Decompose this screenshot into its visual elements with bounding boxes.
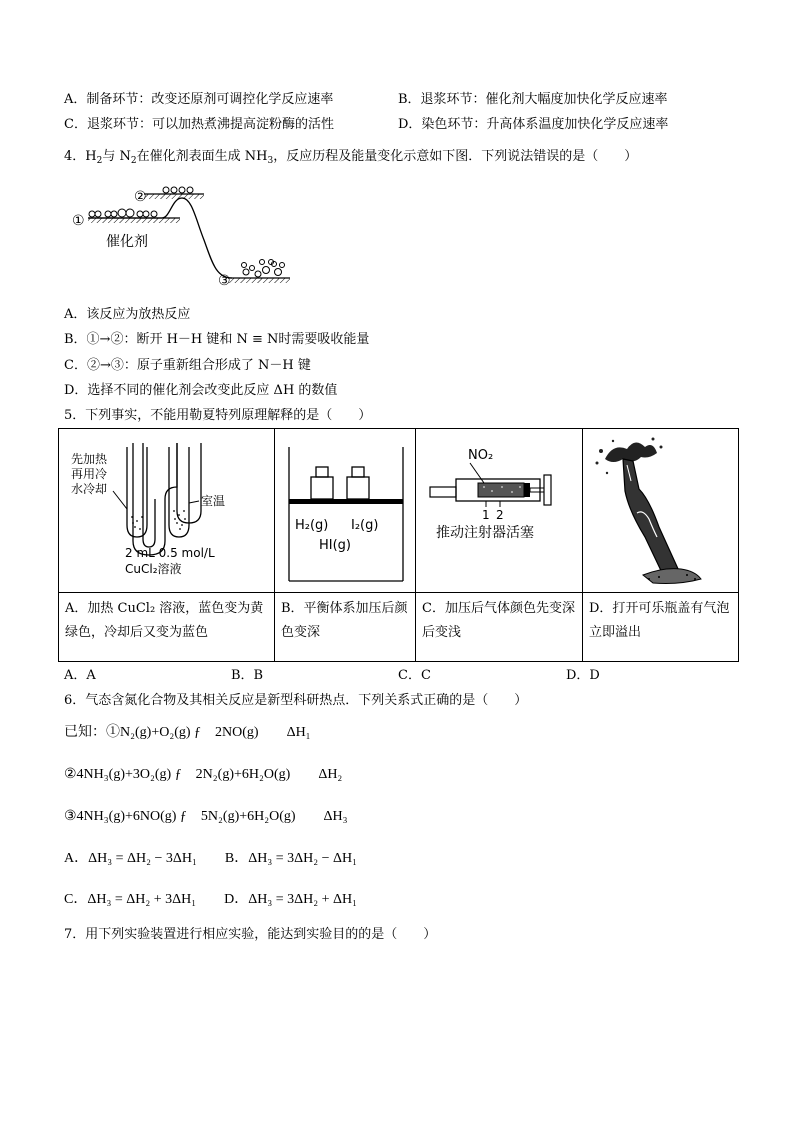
surface-3 (228, 278, 290, 283)
weight-left (311, 477, 333, 499)
q5-answer-a: A．A (64, 668, 96, 683)
caption-a: A．加热 CuCl₂ 溶液，蓝色变为黄绿色，冷却后又变为蓝色 (65, 601, 264, 640)
caption-c: C．加压后气体颜色先变深后变浅 (422, 601, 575, 640)
surface-1 (88, 218, 180, 223)
q6-options-cd: C．ΔH₃ = ΔH₂ + 3ΔH₁ D．ΔH₃ = 3ΔH₂ + ΔH₁ (64, 892, 357, 907)
label-cucl2: CuCl₂溶液 (125, 562, 182, 576)
q3-option-c: C．退浆环节：可以加热煮沸提高淀粉酶的活性 (64, 117, 334, 132)
step-1-label: ① (72, 213, 85, 229)
bottle-body (623, 459, 679, 579)
syringe-piston (524, 483, 530, 497)
figure-d-cell (583, 429, 738, 592)
label-room-temp: 室温 (201, 494, 226, 508)
gas-container-figure (275, 429, 415, 592)
left-test-tube (127, 447, 147, 537)
label-then-cool: 再用冷 (71, 467, 108, 481)
q5-stem: 5．下列事实，不能用勒夏特列原理解释的是（ ） (64, 408, 372, 423)
q4-option-c: C．②→③：原子重新组合形成了 N－H 键 (64, 358, 311, 373)
u-tube-figure (59, 429, 274, 592)
q4-option-d: D．选择不同的催化剂会改变此反应 ΔH 的数值 (64, 383, 338, 398)
q3-option-b: B．退浆环节：催化剂大幅度加快化学反应速率 (398, 92, 668, 107)
label-hi: HI(g) (319, 538, 352, 553)
label-i2: I₂(g) (351, 518, 379, 533)
label-h2: H₂(g) (295, 518, 329, 533)
ground (643, 569, 701, 584)
q3-option-d: D．染色环节：升高体系温度加快化学反应速率 (398, 117, 669, 132)
step-3-label: ③ (218, 273, 231, 289)
reactant-molecules (89, 209, 157, 217)
syringe-figure (416, 429, 582, 592)
q4-option-b: B．①→②：断开 H－H 键和 N ≡ N时需要吸收能量 (64, 332, 370, 347)
q6-equation-3: ③4NH₃(g)+6NO(g) ƒ 5N₂(g)+6H₂O(g) ΔH₃ (64, 809, 348, 824)
step-2-label: ② (134, 189, 147, 205)
catalyst-label: 催化剂 (106, 234, 148, 250)
q7-stem: 7．用下列实验装置进行相应实验，能达到实验目的的是（ ） (64, 927, 437, 942)
q6-options-ab: A．ΔH₃ = ΔH₂ − 3ΔH₁ B．ΔH₃ = 3ΔH₂ − ΔH₁ (64, 851, 357, 866)
q5-options-table (58, 428, 739, 662)
figure-a-cell (59, 429, 274, 592)
reaction-energy-diagram (66, 180, 306, 290)
mark-1: 1 (482, 508, 490, 522)
q5-answer-c: C．C (398, 668, 431, 683)
no2-gas (478, 483, 524, 497)
label-heat-first: 先加热 (71, 452, 108, 466)
mark-2: 2 (496, 508, 504, 522)
q3-option-a: A．制备环节：改变还原剂可调控化学反应速率 (64, 92, 334, 107)
label-push-plunger: 推动注射器活塞 (436, 525, 534, 541)
label-water-cool: 水冷却 (71, 482, 108, 496)
caption-d: D．打开可乐瓶盖有气泡立即溢出 (589, 601, 730, 640)
product-molecules (242, 260, 285, 278)
atom-molecules (163, 187, 193, 193)
weight-right (347, 477, 369, 499)
piston (289, 499, 403, 504)
plunger-handle (544, 475, 551, 505)
q6-stem: 6．气态含氮化合物及其相关反应是新型科研热点．下列关系式正确的是（ ） (64, 693, 528, 708)
figure-c-cell (416, 429, 582, 592)
q4-option-a: A．该反应为放热反应 (64, 307, 191, 322)
label-volume-conc: 2 mL 0.5 mol/L (125, 546, 215, 560)
right-test-tube (169, 447, 189, 537)
label-no2: NO₂ (468, 448, 494, 463)
q6-equation-1: 已知：①N₂(g)+O₂(g) ƒ 2NO(g) ΔH₁ (64, 725, 311, 740)
q5-answer-b: B．B (231, 668, 264, 683)
cola-bottle-figure (583, 429, 738, 592)
caption-b: B．平衡体系加压后颜色变深 (281, 601, 408, 640)
q6-equation-2: ②4NH₃(g)+3O₂(g) ƒ 2N₂(g)+6H₂O(g) ΔH₂ (64, 767, 343, 782)
surface-2 (144, 194, 204, 199)
q4-stem: 4．$H_2$与 $N_2$在催化剂表面生成 $NH_3$，反应历程及能量变化示意如下图．下列说法错误的是（ ） (64, 149, 638, 166)
figure-b-cell (275, 429, 415, 592)
q5-answer-d: D．D (566, 668, 600, 683)
